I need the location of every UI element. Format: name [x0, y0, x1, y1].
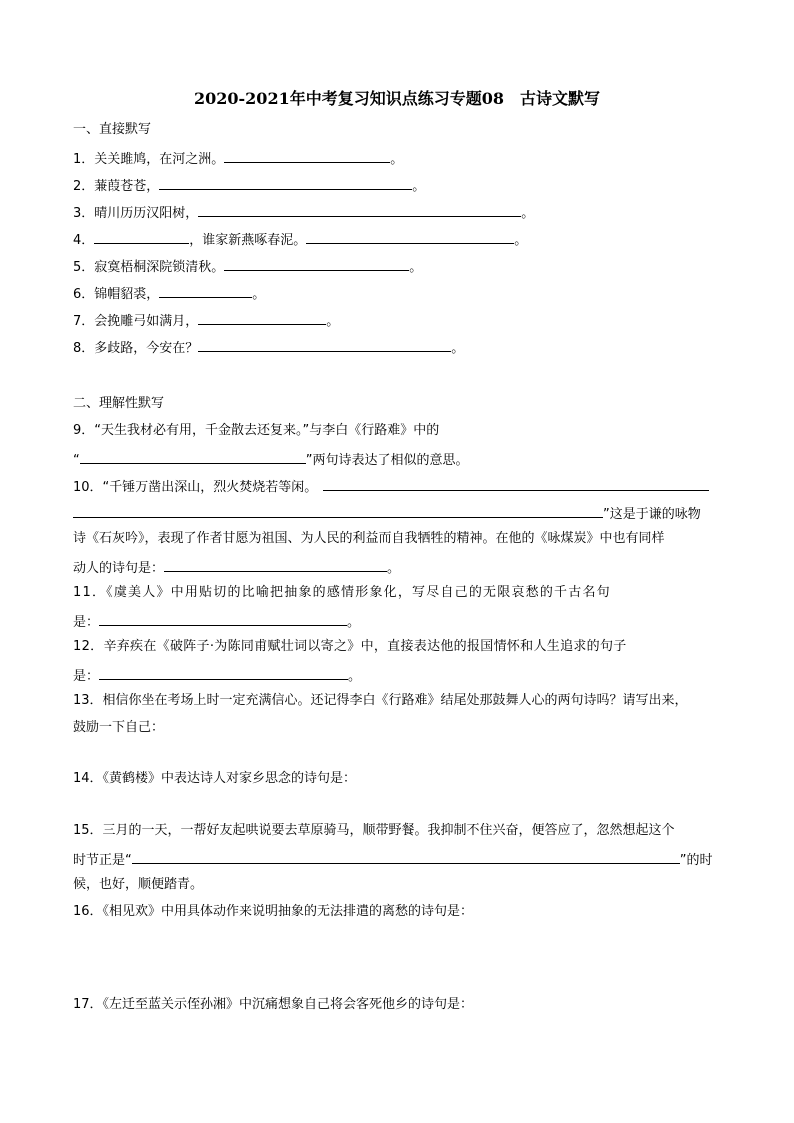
page-title: 2020-2021年中考复习知识点练习专题08 古诗文默写 [194, 89, 600, 108]
question-7-end: 。 [326, 314, 340, 329]
question-10-line-2 [73, 504, 701, 523]
section-heading-1: 一、直接默写 [73, 122, 152, 137]
question-15-line-1: 15．三月的一天，一帮好友起哄说要去草原骑马，顺带野餐。我抑制不住兴奋，便答应了，忽然想起这个 [73, 823, 675, 838]
question-5-end: 。 [409, 260, 423, 275]
question-12-line-1: 12．辛弃疾在《破阵子·为陈同甫赋壮词以寄之》中，直接表达他的报国情怀和人生追求的句子 [73, 639, 627, 654]
question-7-text: 7．会挽雕弓如满月， [73, 314, 199, 329]
question-12-end: 。 [348, 669, 362, 684]
section-heading-2: 二、理解性默写 [73, 396, 165, 411]
question-13-line-1: 13．相信你坐在考场上时一定充满信心。还记得李白《行路难》结尾处那鼓舞人心的两句诗吗？请写出来， [73, 693, 688, 708]
question-15-prompt: 时节正是“ [73, 853, 132, 868]
question-2-end: 。 [412, 179, 426, 194]
question-4-mid: ，谁家新燕啄春泥。 [189, 233, 307, 248]
question-13-line-2: 鼓励一下自己： [73, 720, 165, 735]
answer-blank[interactable] [73, 504, 603, 518]
question-5 [73, 257, 422, 276]
question-9-end: ”两句诗表达了相似的意思。 [305, 453, 469, 468]
answer-blank[interactable] [99, 612, 347, 626]
question-15-cont: ”的时 [679, 853, 713, 868]
question-2 [73, 176, 425, 195]
question-3-end: 。 [521, 206, 535, 221]
question-11-end: 。 [347, 615, 361, 630]
question-10-end: 。 [387, 561, 401, 576]
answer-blank[interactable] [198, 311, 326, 325]
question-4-text: 4． [73, 233, 95, 248]
answer-blank[interactable] [132, 850, 680, 864]
open-quote: “ [73, 453, 80, 468]
question-17: 17．《左迁至蓝关示侄孙湘》中沉痛想象自己将会客死他乡的诗句是： [73, 997, 474, 1012]
question-10-cont: ”这是于谦的咏物 [603, 507, 701, 522]
question-10-line-1 [73, 477, 709, 496]
answer-blank[interactable] [159, 284, 252, 298]
question-1-text: 1．关关雎鸠，在河之洲。 [73, 152, 225, 167]
question-10-text: 10．“千锤万凿出深山，烈火焚烧若等闲。 [73, 480, 318, 495]
question-6-text: 6．锦帽貂裘， [73, 287, 160, 302]
question-2-text: 2．蒹葭苍苍， [73, 179, 160, 194]
question-8-end: 。 [451, 341, 465, 356]
answer-blank[interactable] [99, 666, 348, 680]
question-4 [73, 230, 527, 249]
question-12-prompt: 是： [73, 669, 100, 684]
answer-blank[interactable] [198, 338, 451, 352]
question-6 [73, 284, 265, 303]
question-11-line-1: 11．《虞美人》中用贴切的比喻把抽象的感情形象化，写尽自己的无限哀愁的千古名句 [73, 585, 611, 600]
question-7 [73, 311, 339, 330]
answer-blank[interactable] [224, 149, 390, 163]
question-5-text: 5．寂寞梧桐深院锁清秋。 [73, 260, 225, 275]
question-9-line-1: 9．“天生我材必有用，千金散去还复来。”与李白《行路难》中的 [73, 423, 440, 438]
question-10-line-4 [73, 558, 400, 577]
answer-blank[interactable] [94, 230, 189, 244]
question-1-end: 。 [390, 152, 404, 167]
question-15-line-2 [73, 850, 713, 869]
question-10-prompt: 动人的诗句是： [73, 561, 165, 576]
question-9-line-2 [73, 450, 469, 469]
question-14: 14．《黄鹤楼》中表达诗人对家乡思念的诗句是： [73, 771, 357, 786]
question-12-line-2 [73, 666, 361, 685]
question-4-end: 。 [514, 233, 528, 248]
question-11-line-2 [73, 612, 360, 631]
question-1 [73, 149, 403, 168]
answer-blank[interactable] [80, 450, 306, 464]
answer-blank[interactable] [224, 257, 409, 271]
question-8-text: 8．多歧路，今安在？ [73, 341, 199, 356]
question-3 [73, 203, 534, 222]
question-10-line-3: 诗《石灰吟》，表现了作者甘愿为祖国、为人民的利益而自我牺牲的精神。在他的《咏煤炭》中也有同样 [73, 531, 665, 546]
question-3-text: 3．晴川历历汉阳树， [73, 206, 199, 221]
answer-blank[interactable] [198, 203, 521, 217]
question-11-prompt: 是： [73, 615, 100, 630]
answer-blank[interactable] [159, 176, 412, 190]
question-8 [73, 338, 464, 357]
answer-blank[interactable] [306, 230, 514, 244]
answer-blank[interactable] [323, 477, 709, 491]
question-15-line-3: 候，也好，顺便踏青。 [73, 877, 204, 892]
answer-blank[interactable] [164, 558, 387, 572]
question-16: 16．《相见欢》中用具体动作来说明抽象的无法排遣的离愁的诗句是： [73, 904, 474, 919]
question-6-end: 。 [252, 287, 266, 302]
